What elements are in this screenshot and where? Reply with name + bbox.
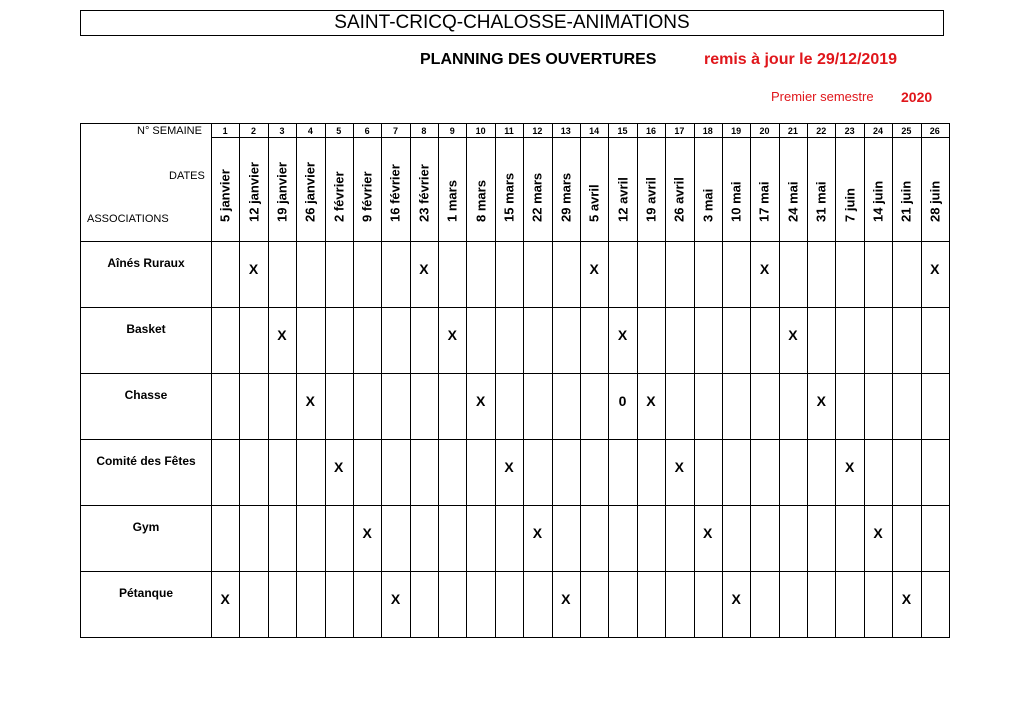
date-header-cell: [523, 138, 551, 241]
week-number-cell: 26: [929, 125, 940, 136]
date-header-cell: [353, 138, 381, 241]
date-label: 19 janvier: [274, 162, 290, 222]
date-header-cell: [580, 138, 608, 241]
opening-mark: X: [561, 591, 571, 607]
date-label: 7 juin: [842, 188, 858, 222]
week-number-cell: 21: [787, 125, 798, 136]
semester-label: Premier semestre: [771, 89, 874, 104]
associations-label: ASSOCIATIONS: [87, 213, 169, 225]
date-label: 26 avril: [671, 177, 687, 222]
date-header-cell: [325, 138, 353, 241]
week-number-cell: 3: [279, 125, 285, 136]
date-label: 5 janvier: [217, 169, 233, 222]
opening-mark: X: [674, 459, 684, 475]
opening-mark: X: [930, 261, 940, 277]
opening-mark: X: [788, 327, 798, 343]
opening-mark: X: [617, 327, 628, 343]
week-number-cell: 22: [816, 125, 827, 136]
opening-mark: X: [816, 393, 826, 409]
association-name: Pétanque: [118, 586, 173, 600]
date-label: 28 juin: [927, 180, 943, 222]
date-header-cell: [239, 138, 267, 241]
date-label: 24 mai: [785, 181, 801, 222]
date-header-cell: [268, 138, 296, 241]
week-number-cell: 11: [504, 125, 514, 136]
week-number-cell: 1: [222, 125, 228, 136]
date-label: 22 mars: [529, 172, 545, 222]
date-label: 9 février: [359, 171, 375, 222]
opening-mark: X: [334, 459, 344, 475]
week-number-cell: 25: [901, 125, 912, 136]
opening-mark: X: [390, 591, 401, 607]
date-header-cell: [835, 138, 863, 241]
week-number-cell: 14: [589, 125, 600, 136]
week-number-cell: 20: [759, 125, 770, 136]
date-header-cell: [552, 138, 580, 241]
week-number-cell: 18: [702, 125, 713, 136]
date-label: 21 juin: [898, 180, 914, 222]
opening-mark: X: [759, 261, 770, 277]
semester-year: 2020: [901, 89, 933, 105]
date-label: 31 mai: [813, 181, 829, 222]
date-header-cell: [892, 138, 920, 241]
date-header-cell: [779, 138, 807, 241]
week-number-cell: 9: [449, 125, 455, 136]
opening-mark: X: [589, 261, 599, 277]
date-label: 3 mai: [700, 188, 716, 222]
date-header-cell: [296, 138, 324, 241]
week-number-cell: 16: [645, 125, 656, 136]
opening-mark: X: [277, 327, 287, 343]
update-notice: remis à jour le 29/12/2019: [704, 51, 898, 68]
opening-mark: X: [532, 525, 543, 541]
date-header-cell: [608, 138, 636, 241]
schedule-table: [80, 123, 950, 638]
opening-mark: X: [901, 591, 912, 607]
week-number-cell: 10: [475, 125, 486, 136]
date-header-cell: [381, 138, 409, 241]
date-header-cell: [722, 138, 750, 241]
week-number-cell: 23: [844, 125, 855, 136]
opening-mark: 0: [618, 393, 627, 409]
week-number-cell: 7: [392, 125, 398, 136]
date-header-cell: [807, 138, 835, 241]
opening-mark: X: [475, 393, 486, 409]
week-number-cell: 12: [532, 125, 543, 136]
date-label: 23 février: [416, 164, 432, 222]
date-label: 17 mai: [756, 181, 772, 222]
date-label: 29 mars: [558, 172, 574, 222]
date-label: 2 février: [331, 171, 347, 222]
opening-mark: X: [419, 261, 429, 277]
date-header-cell: [694, 138, 722, 241]
week-number-cell: 5: [336, 125, 342, 136]
document-title-box: [80, 10, 944, 36]
week-number-cell: 15: [617, 125, 628, 136]
week-number-cell: 8: [421, 125, 427, 136]
date-label: 10 mai: [728, 181, 744, 222]
date-label: 19 avril: [643, 177, 659, 222]
opening-mark: X: [504, 459, 514, 475]
date-label: 14 juin: [870, 180, 886, 222]
opening-mark: X: [305, 393, 315, 409]
week-number-cell: 24: [873, 125, 884, 136]
date-label: 8 mars: [473, 180, 489, 222]
date-header-cell: [211, 138, 239, 241]
date-label: 16 février: [387, 164, 403, 222]
week-number-cell: 13: [560, 125, 571, 136]
association-name: Comité des Fêtes: [96, 454, 196, 468]
date-label: 15 mars: [501, 172, 517, 222]
week-number-cell: 19: [731, 125, 742, 136]
date-header-cell: [438, 138, 466, 241]
opening-mark: X: [731, 591, 741, 607]
date-header-cell: [665, 138, 693, 241]
week-number-cell: 6: [364, 125, 370, 136]
date-label: 1 mars: [444, 180, 460, 222]
date-label: 12 janvier: [246, 162, 262, 222]
association-name: Aînés Ruraux: [107, 256, 185, 270]
week-number-cell: 17: [674, 125, 685, 136]
date-header-cell: [750, 138, 778, 241]
opening-mark: X: [220, 591, 230, 607]
opening-mark: X: [362, 525, 372, 541]
date-header-cell: [637, 138, 665, 241]
date-header-cell: [921, 138, 949, 241]
date-header-cell: [466, 138, 494, 241]
opening-mark: X: [844, 459, 855, 475]
opening-mark: X: [646, 393, 656, 409]
association-name: Basket: [126, 322, 166, 336]
date-label: 5 avril: [586, 184, 602, 222]
dates-label: DATES: [169, 170, 205, 182]
date-header-cell: [495, 138, 523, 241]
opening-mark: X: [248, 261, 259, 277]
week-number-cell: 4: [307, 125, 313, 136]
opening-mark: X: [447, 327, 457, 343]
document-title: SAINT-CRICQ-CHALOSSE-ANIMATIONS: [334, 12, 690, 33]
association-name: Chasse: [124, 388, 168, 402]
date-label: 12 avril: [615, 177, 631, 222]
opening-mark: X: [873, 525, 883, 541]
document-subtitle: PLANNING DES OUVERTURES: [420, 51, 657, 68]
week-number-cell: 2: [251, 125, 257, 136]
date-header-cell: [864, 138, 892, 241]
date-header-cell: [410, 138, 438, 241]
opening-mark: X: [703, 525, 713, 541]
date-label: 26 janvier: [302, 162, 318, 222]
association-name: Gym: [132, 520, 160, 534]
week-number-label: N° SEMAINE: [137, 125, 202, 137]
